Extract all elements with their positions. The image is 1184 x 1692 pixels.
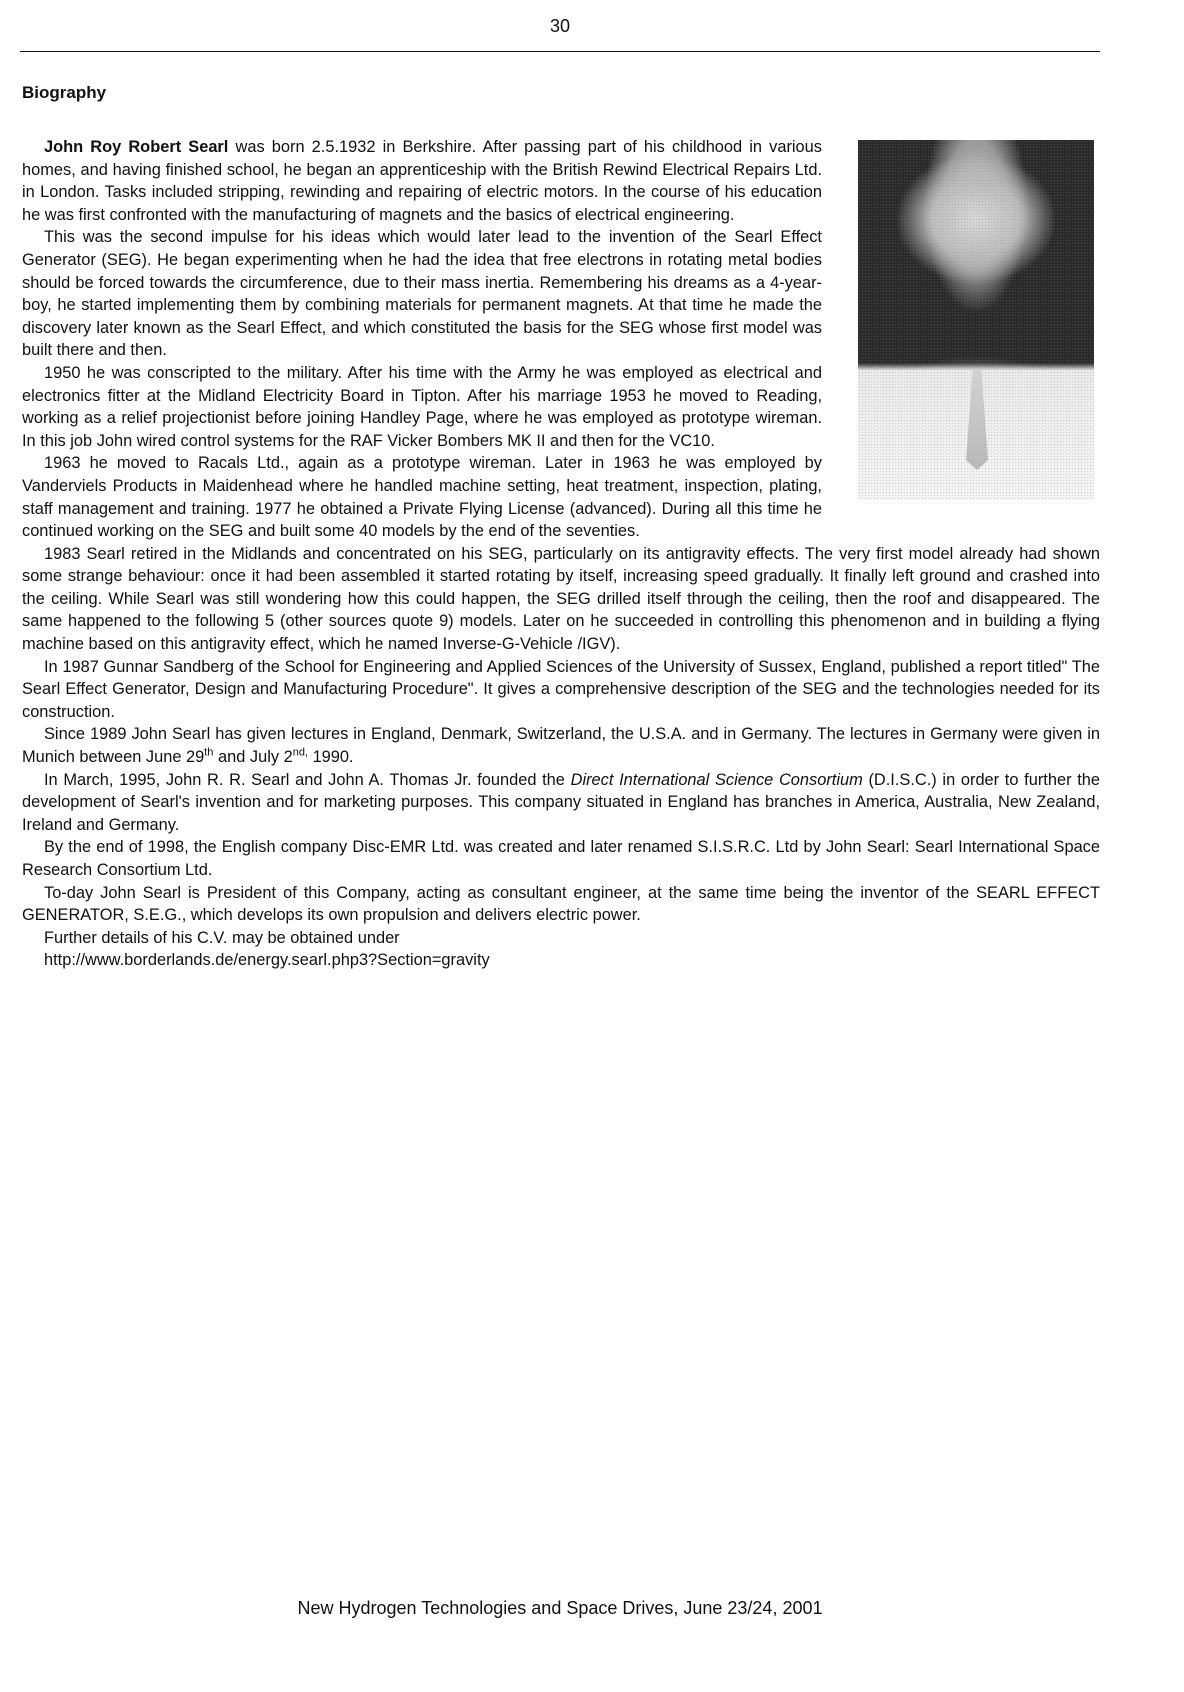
header-rule <box>20 51 1100 52</box>
paragraph-7-text-c: 1990. <box>308 748 354 767</box>
superscript-nd: nd, <box>292 746 309 759</box>
consortium-name: Direct International Science Consortium <box>570 770 863 789</box>
paragraph-6: In 1987 Gunnar Sandberg of the School for Engineering and Applied Sciences of the University of Sussex, England, published a report titled" The Searl Effect Generator, Design and Manufacturing Procedure". It gives a comprehensive description of the SEG and the technologies needed for its construction. <box>22 657 1100 721</box>
paragraph-5: 1983 Searl retired in the Midlands and concentrated on his SEG, particularly on its antigravity effects. The very first model already had shown some strange behaviour: once it had been assembled it started rotating by itself, increasing speed gradually. It finally left ground and crashed into the ceiling. While Searl was still wondering how this could happen, the SEG drilled itself through the ceiling, then the roof and disappeared. The same happened to the following 5 (other sources quote 9) models. Later on he succeeded in controlling this phenomenon and in building a flying machine based on this antigravity effect, which he named Inverse-G-Vehicle /IGV). <box>22 544 1100 654</box>
paragraph-8-text-b: (D.I.S.C.) in order to further the development of Searl's invention and for marketing purposes. This company situated in England has branches in America, Australia, New Zealand, Ireland and Germany. <box>22 770 1100 834</box>
section-heading: Biography <box>22 83 107 102</box>
page-number: 30 <box>549 16 571 36</box>
paragraph-11: Further details of his C.V. may be obtained under <box>44 928 400 947</box>
portrait-tie <box>966 370 988 470</box>
superscript-th: th <box>204 746 214 759</box>
paragraph-7-text-a: Since 1989 John Searl has given lectures in England, Denmark, Switzerland, the U.S.A. and in Germany. The lectures in Germany were given in Munich between June 29 <box>22 725 1100 767</box>
paragraph-9: By the end of 1998, the English company Disc-EMR Ltd. was created and later renamed S.I.S.R.C. Ltd by John Searl: Searl International Space Research Consortium Ltd. <box>22 838 1100 879</box>
paragraph-4: 1963 he moved to Racals Ltd., again as a prototype wireman. Later in 1963 he was employed by Vanderviels Products in Maidenhead where he handled machine setting, heat treatment, inspection, plating, staff management and training. 1977 he obtained a Private Flying License (advanced). During all this time he continued working on the SEG and built some 40 models by the end of the seventies. <box>22 454 822 541</box>
paragraph-7-text-b: and July 2 <box>213 748 293 767</box>
portrait-photo <box>858 140 1094 500</box>
paragraph-3: 1950 he was conscripted to the military. After his time with the Army he was employed as electrical and electronics fitter at the Midland Electricity Board in Tipton. After his marriage 1953 he moved to Reading, working as a relief projectionist before joining Handley Page, where he was employed as prototype wireman. In this job John wired control systems for the RAF Vicker Bombers MK II and then for the VC10. <box>22 363 822 450</box>
paragraph-10: To-day John Searl is President of this Company, acting as consultant engineer, at the same time being the inventor of the SEARL EFFECT GENERATOR, S.E.G., which develops its own propulsion and delivers electric power. <box>22 883 1100 925</box>
paragraph-8-text-a: In March, 1995, John R. R. Searl and John A. Thomas Jr. founded the <box>44 770 571 789</box>
page-footer: New Hydrogen Technologies and Space Drives, June 23/24, 2001 <box>297 1598 823 1618</box>
paragraph-1-text: was born 2.5.1932 in Berkshire. After passing part of his childhood in various homes, and having finished school, he began an apprenticeship with the British Rewind Electrical Repairs Ltd. in London. Tasks included stripping, rewinding and repairing of electric motors. In the course of his education he was first confronted with the manufacturing of magnets and the basics of electrical engineering. <box>22 138 822 224</box>
paragraph-8 <box>22 769 1100 837</box>
source-url[interactable]: http://www.borderlands.de/energy.searl.php3?Section=gravity <box>44 951 490 970</box>
paragraph-2: This was the second impulse for his ideas which would later lead to the invention of the Searl Effect Generator (SEG). He began experimenting when he had the idea that free electrons in rotating metal bodies should be forced towards the circumference, due to their mass inertia. Remembering his dreams as a 4-year-boy, he started implementing them by combining materials for permanent magnets. At that time he made the discovery later known as the Searl Effect, and which constituted the basis for the SEG whose first model was built there and then. <box>22 228 822 360</box>
biography-body <box>22 136 1100 972</box>
subject-name: John Roy Robert Searl <box>44 138 229 156</box>
paragraph-7 <box>22 723 1100 768</box>
